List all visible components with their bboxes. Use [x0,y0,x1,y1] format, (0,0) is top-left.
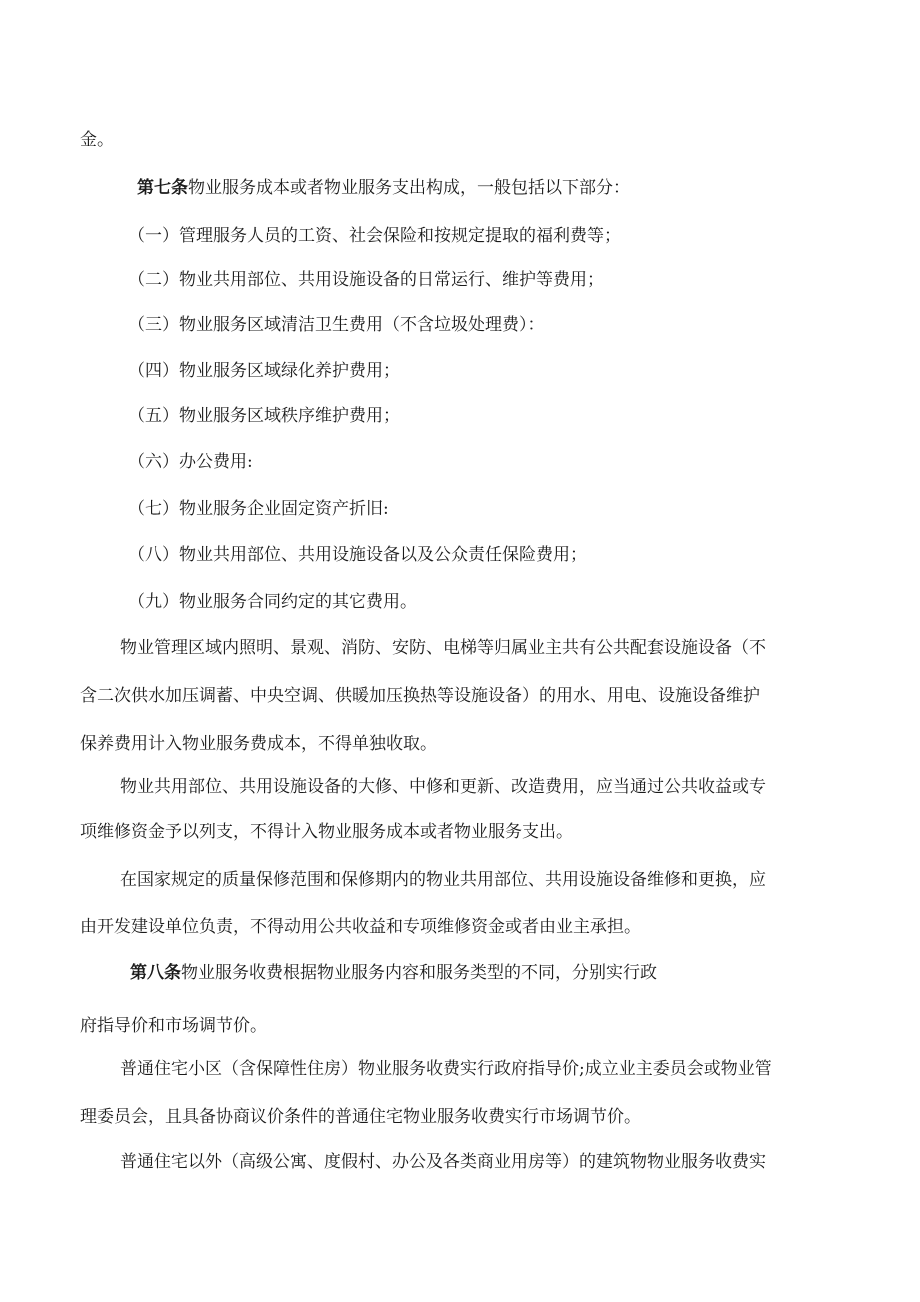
list-item-4: （四）物业服务区域绿化养护费用； [128,361,400,381]
article-8-continuation: 府指导价和市场调节价。 [80,1016,267,1036]
list-item-6: （六）办公费用: [128,452,253,472]
para-public-facilities-line-2: 含二次供水加压调蓄、中央空调、供暖加压换热等设施设备）的用水、用电、设施设备维护 [80,686,760,706]
para-warranty-line-2: 由开发建设单位负责，不得动用公共收益和专项维修资金或者由业主承担。 [80,917,641,937]
list-item-1: （一）管理服务人员的工资、社会保险和按规定提取的福利费等； [128,226,621,246]
para-residential-line-1: 普通住宅小区（含保障性住房）物业服务收费实行政府指导价;成立业主委员会或物业管 [120,1059,772,1079]
list-item-8: （八）物业共用部位、共用设施设备以及公众责任保险费用； [128,545,587,565]
article-8-label: 第八条 [130,963,181,983]
para-non-residential-line-1: 普通住宅以外（高级公寓、度假村、办公及各类商业用房等）的建筑物物业服务收费实 [120,1152,766,1172]
article-7-heading [137,176,630,200]
article-7-text: 物业服务成本或者物业服务支出构成，一般包括以下部分： [188,178,630,198]
article-8-heading [130,961,657,985]
article-8-text: 物业服务收费根据物业服务内容和服务类型的不同，分别实行政 [181,963,657,983]
list-item-5: （五）物业服务区域秩序维护费用； [128,406,400,426]
para-public-facilities-line-3: 保养费用计入物业服务费成本，不得单独收取。 [80,734,437,754]
para-public-facilities-line-1: 物业管理区域内照明、景观、消防、安防、电梯等归属业主共有公共配套设施设备（不 [120,638,766,658]
article-7-label: 第七条 [137,178,188,198]
para-major-repair-line-1: 物业共用部位、共用设施设备的大修、中修和更新、改造费用，应当通过公共收益或专 [120,777,766,797]
para-major-repair-line-2: 项维修资金予以列支，不得计入物业服务成本或者物业服务支出。 [80,822,573,842]
list-item-2: （二）物业共用部位、共用设施设备的日常运行、维护等费用； [128,270,604,290]
list-item-9: （九）物业服务合同约定的其它费用。 [128,592,417,612]
para-warranty-line-1: 在国家规定的质量保修范围和保修期内的物业共用部位、共用设施设备维修和更换，应 [120,870,766,890]
para-residential-line-2: 理委员会，且具备协商议价条件的普通住宅物业服务收费实行市场调节价。 [80,1107,641,1127]
list-item-7: （七）物业服务企业固定资产折旧: [128,499,389,519]
continuation-text: 金。 [80,130,114,150]
list-item-3: （三）物业服务区域清洁卫生费用（不含垃圾处理费）： [128,315,545,335]
